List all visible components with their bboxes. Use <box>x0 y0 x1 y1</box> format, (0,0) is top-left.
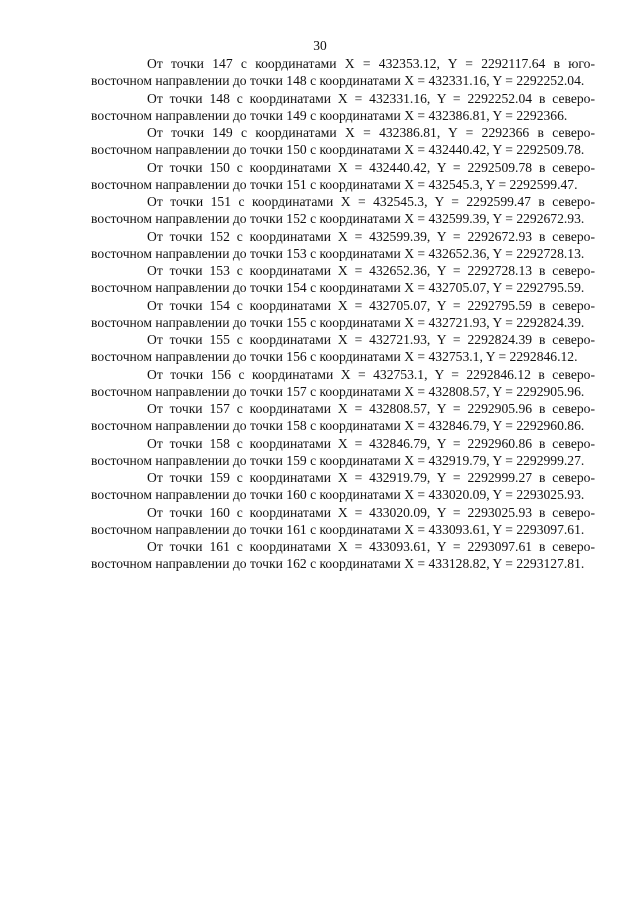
boundary-segment-paragraph: От точки 156 с координатами X = 432753.1, Y = 2292846.12 в северо-восточном направлении до точки 157 с координатами X = 432808.57, Y = 2292905.96. <box>91 366 595 399</box>
document-body <box>91 55 595 573</box>
boundary-segment-paragraph: От точки 147 с координатами X = 432353.12, Y = 2292117.64 в юго-восточном направлении до точки 148 с координатами X = 432331.16, Y = 2292252.04. <box>91 56 595 89</box>
page-number: 30 <box>313 38 327 53</box>
boundary-segment-paragraph: От точки 158 с координатами X = 432846.79, Y = 2292960.86 в северо-восточном направлении до точки 159 с координатами X = 432919.79, Y = 2292999.27. <box>91 435 595 468</box>
boundary-segment-paragraph: От точки 157 с координатами X = 432808.57, Y = 2292905.96 в северо-восточном направлении до точки 158 с координатами X = 432846.79, Y = 2292960.86. <box>91 401 595 434</box>
boundary-segment-paragraph: От точки 149 с координатами X = 432386.81, Y = 2292366 в северо-восточном направлении до точки 150 с координатами X = 432440.42, Y = 2292509.78. <box>91 125 595 158</box>
boundary-segment-paragraph: От точки 155 с координатами X = 432721.93, Y = 2292824.39 в северо-восточном направлении до точки 156 с координатами X = 432753.1, Y = 2292846.12. <box>91 332 595 365</box>
boundary-segment-paragraph: От точки 159 с координатами X = 432919.79, Y = 2292999.27 в северо-восточном направлении до точки 160 с координатами X = 433020.09, Y = 2293025.93. <box>91 470 595 503</box>
boundary-segment-paragraph: От точки 151 с координатами X = 432545.3, Y = 2292599.47 в северо-восточном направлении до точки 152 с координатами X = 432599.39, Y = 2292672.93. <box>91 194 595 227</box>
boundary-segment-paragraph: От точки 148 с координатами X = 432331.16, Y = 2292252.04 в северо-восточном направлении до точки 149 с координатами X = 432386.81, Y = 2292366. <box>91 90 595 123</box>
boundary-segment-paragraph: От точки 161 с координатами X = 433093.61, Y = 2293097.61 в северо-восточном направлении до точки 162 с координатами X = 433128.82, Y = 2293127.81. <box>91 539 595 572</box>
boundary-segment-paragraph: От точки 153 с координатами X = 432652.36, Y = 2292728.13 в северо-восточном направлении до точки 154 с координатами X = 432705.07, Y = 2292795.59. <box>91 263 595 296</box>
boundary-segment-paragraph: От точки 152 с координатами X = 432599.39, Y = 2292672.93 в северо-восточном направлении до точки 153 с координатами X = 432652.36, Y = 2292728.13. <box>91 228 595 261</box>
boundary-segment-paragraph: От точки 154 с координатами X = 432705.07, Y = 2292795.59 в северо-восточном направлении до точки 155 с координатами X = 432721.93, Y = 2292824.39. <box>91 297 595 330</box>
boundary-segment-paragraph: От точки 160 с координатами X = 433020.09, Y = 2293025.93 в северо-восточном направлении до точки 161 с координатами X = 433093.61, Y = 2293097.61. <box>91 504 595 537</box>
boundary-segment-paragraph: От точки 150 с координатами X = 432440.42, Y = 2292509.78 в северо-восточном направлении до точки 151 с координатами X = 432545.3, Y = 2292599.47. <box>91 159 595 192</box>
